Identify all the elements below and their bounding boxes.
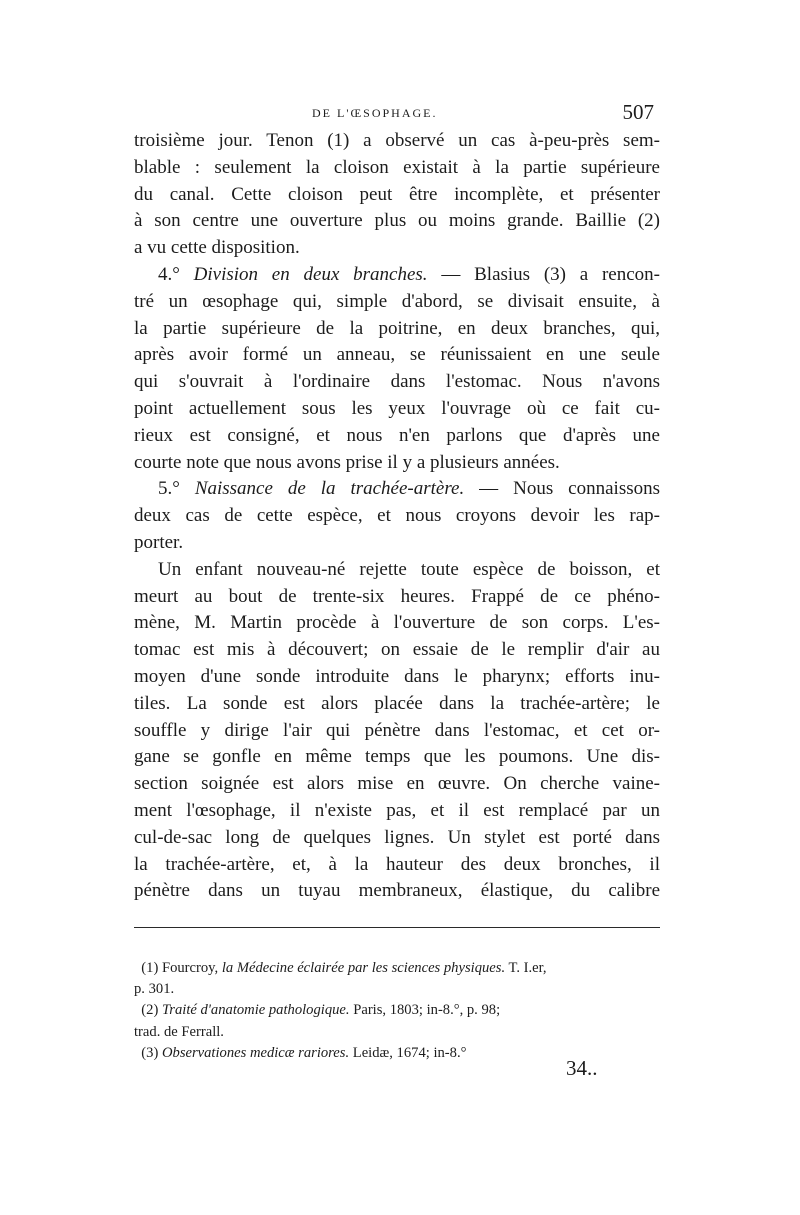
text-line: point actuellement sous les yeux l'ouvrage où ce fait cu-	[134, 397, 660, 419]
footnote-rule	[134, 927, 660, 928]
section-4-heading-line	[134, 262, 660, 289]
section-title: Division en deux branches.	[193, 263, 428, 285]
page-number: 507	[622, 100, 654, 124]
text-line: du canal. Cette cloison peut être incomplète, et présenter	[134, 183, 660, 205]
text-line: qui s'ouvrait à l'ordinaire dans l'estomac. Nous n'avons	[134, 371, 660, 393]
text-line: tomac est mis à découvert; on essaie de le remplir d'air au	[134, 639, 660, 661]
text-line: courte note que nous avons prise il y a plusieurs années.	[134, 451, 560, 473]
text-line: Un enfant nouveau-né rejette toute espèce de boisson, et	[158, 558, 660, 580]
text-line: section soignée est alors mise en œuvre. On cherche vaine-	[134, 773, 660, 795]
text-line: tré un œsophage qui, simple d'abord, se divisait ensuite, à	[134, 290, 660, 312]
text-fragment: — Blasius (3) a rencon-	[427, 263, 661, 285]
text-line: mène, M. Martin procède à l'ouverture de son corps. L'es-	[134, 612, 660, 634]
main-text	[134, 128, 660, 905]
text-line: la partie supérieure de la poitrine, en deux branches, qui,	[134, 317, 660, 339]
text-line: blable : seulement la cloison existait à la partie supérieure	[134, 156, 660, 178]
section-number: 4.°	[158, 263, 180, 285]
section-number: 5.°	[158, 478, 180, 500]
footnote-title: Observationes medicæ rariores.	[161, 1044, 350, 1061]
footnote-2: (2) Traité d'anatomie pathologique. Paris, 1803; in-8.°, p. 98;	[141, 1002, 501, 1019]
text-line: tiles. La sonde est alors placée dans la trachée-artère; le	[134, 692, 660, 714]
footnote-1: (1) Fourcroy, la Médecine éclairée par les sciences physiques. T. I.er,	[141, 960, 547, 976]
text-line: après avoir formé un anneau, se réunissaient en une seule	[134, 344, 660, 366]
text-line: pénètre dans un tuyau membraneux, élastique, du calibre	[134, 880, 660, 902]
footnote-2-cont: trad. de Ferrall.	[134, 1023, 224, 1040]
text-line: cul-de-sac long de quelques lignes. Un stylet est porté dans	[134, 826, 660, 848]
footnote-1-cont: p. 301.	[134, 981, 175, 998]
text-line: ment l'œsophage, il n'existe pas, et il est remplacé par un	[134, 799, 660, 821]
text-line: la trachée-artère, et, à la hauteur des deux bronches, il	[134, 853, 660, 875]
text-line: rieux est consigné, et nous n'en parlons que d'après une	[134, 424, 660, 446]
text-line: porter.	[134, 531, 184, 553]
text-line: meurt au bout de trente-six heures. Frappé de ce phéno-	[134, 585, 660, 607]
footnote-title: la Médecine éclairée par les sciences physiques.	[221, 960, 506, 976]
text-line: gane se gonfle en même temps que les poumons. Une dis-	[134, 746, 660, 768]
text-line: a vu cette disposition.	[134, 237, 300, 259]
text-line: troisième jour. Tenon (1) a observé un cas à-peu-près sem-	[134, 130, 660, 151]
text-fragment: — Nous connaissons	[464, 478, 660, 500]
text-line: à son centre une ouverture plus ou moins grande. Baillie (2)	[134, 210, 660, 232]
footnotes	[134, 958, 660, 1064]
footnote-3: (3) Observationes medicæ rariores. Leidæ, 1674; in-8.°	[141, 1044, 467, 1061]
text-line: moyen d'une sonde introduite dans le pharynx; efforts inu-	[134, 665, 660, 687]
section-title: Naissance de la trachée-artère.	[194, 478, 465, 500]
section-5-heading-line	[134, 476, 660, 503]
footnote-title: Traité d'anatomie pathologique.	[161, 1002, 350, 1019]
running-head	[134, 100, 658, 130]
running-title: DE L'ŒSOPHAGE.	[312, 106, 438, 120]
signature-mark: 34..	[566, 1056, 598, 1080]
text-line: souffle y dirige l'air qui pénètre dans l'estomac, et cet or-	[134, 719, 660, 741]
text-line: deux cas de cette espèce, et nous croyons devoir les rap-	[134, 505, 660, 527]
